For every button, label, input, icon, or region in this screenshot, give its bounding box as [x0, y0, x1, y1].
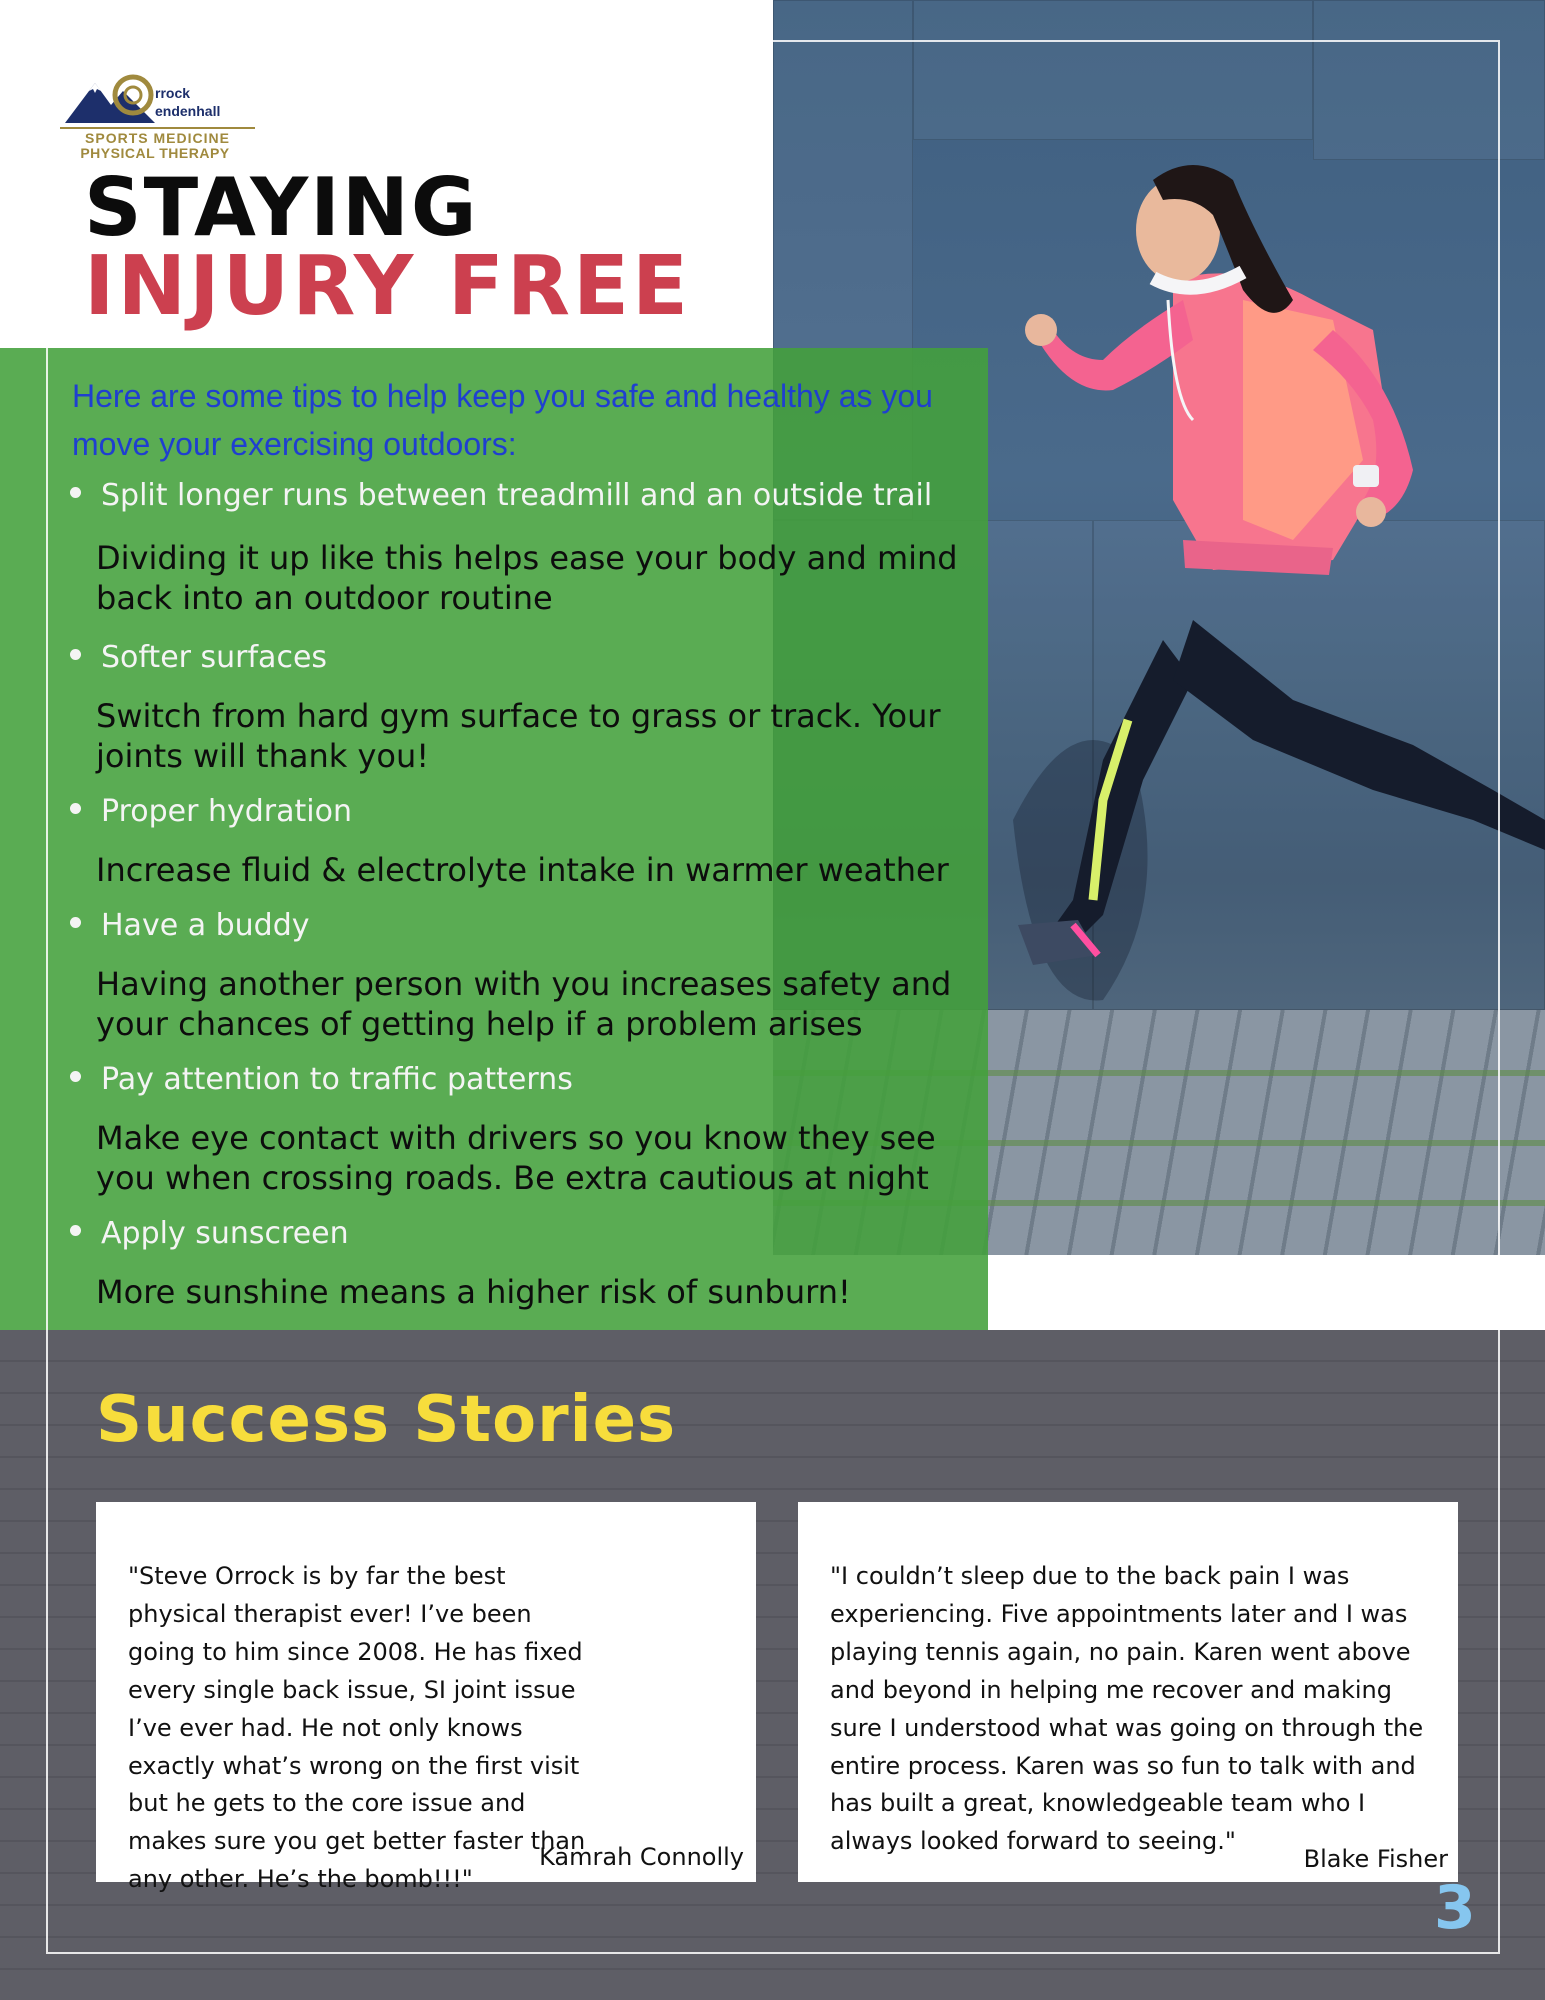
logo-line-1: rrock	[155, 85, 191, 101]
tip-body: Having another person with you increases safety and your chances of getting help if a problem arises	[96, 965, 952, 1043]
testimonial-quote: "I couldn’t sleep due to the back pain I was experiencing. Five appointments later and I was playing tennis again, no pain. Karen went above and beyond in helping me recover and making sure I understood what was going on through the entire process. Karen was so fun to talk with and has built a great, knowledgeable team who I always looked forward to seeing."	[830, 1562, 1424, 1856]
tip-heading: Have a buddy	[70, 908, 310, 944]
clinic-logo	[55, 55, 255, 165]
logo-line-2: endenhall	[155, 103, 221, 119]
tip-body: More sunshine means a higher risk of sunburn!	[96, 1273, 851, 1311]
testimonial-card	[798, 1502, 1458, 1882]
success-stories-title: Success Stories	[96, 1383, 677, 1457]
tip-heading: Pay attention to traffic patterns	[70, 1062, 573, 1098]
bullet-icon	[70, 649, 81, 660]
bullet-icon	[70, 917, 81, 928]
tip-body: Switch from hard gym surface to grass or track. Your joints will thank you!	[96, 697, 941, 775]
mountain-logo-icon	[65, 73, 165, 133]
bullet-icon	[70, 803, 81, 814]
bullet-icon	[70, 487, 81, 498]
tip-body: Make eye contact with drivers so you know they see you when crossing roads. Be extra cautious at night	[96, 1119, 936, 1197]
tip-body: Increase fluid & electrolyte intake in warmer weather	[96, 851, 949, 889]
tips-panel	[0, 348, 988, 1330]
logo-line-4: PHYSICAL THERAPY	[80, 145, 230, 161]
tips-intro: Here are some tips to help keep you safe and healthy as you move your exercising outdoors:	[72, 378, 933, 462]
tip-heading: Apply sunscreen	[70, 1216, 349, 1252]
testimonial-author: Blake Fisher	[1303, 1845, 1448, 1874]
tip-heading: Split longer runs between treadmill and an outside trail	[70, 478, 932, 514]
tip-heading: Softer surfaces	[70, 640, 327, 676]
page-title-line-2: INJURY FREE	[84, 239, 691, 334]
logo-line-3: SPORTS MEDICINE	[60, 127, 255, 146]
tip-heading: Proper hydration	[70, 794, 352, 830]
tip-body: Dividing it up like this helps ease your body and mind back into an outdoor routine	[96, 539, 958, 617]
testimonial-author: Kamrah Connolly	[539, 1843, 744, 1872]
page-title-line-1: STAYING	[84, 161, 479, 254]
testimonial-quote: "Steve Orrock is by far the best physical therapist ever! I’ve been going to him since 2008. He has fixed every single back issue, SI joint issue I’ve ever had. He not only knows exactly what’s wrong on the first visit but he gets to the core issue and makes sure you get better faster than any other. He’s the bomb!!!"	[128, 1562, 586, 1894]
bullet-icon	[70, 1071, 81, 1082]
bullet-icon	[70, 1225, 81, 1236]
testimonial-card	[96, 1502, 756, 1894]
page-number: 3	[1434, 1873, 1476, 1943]
